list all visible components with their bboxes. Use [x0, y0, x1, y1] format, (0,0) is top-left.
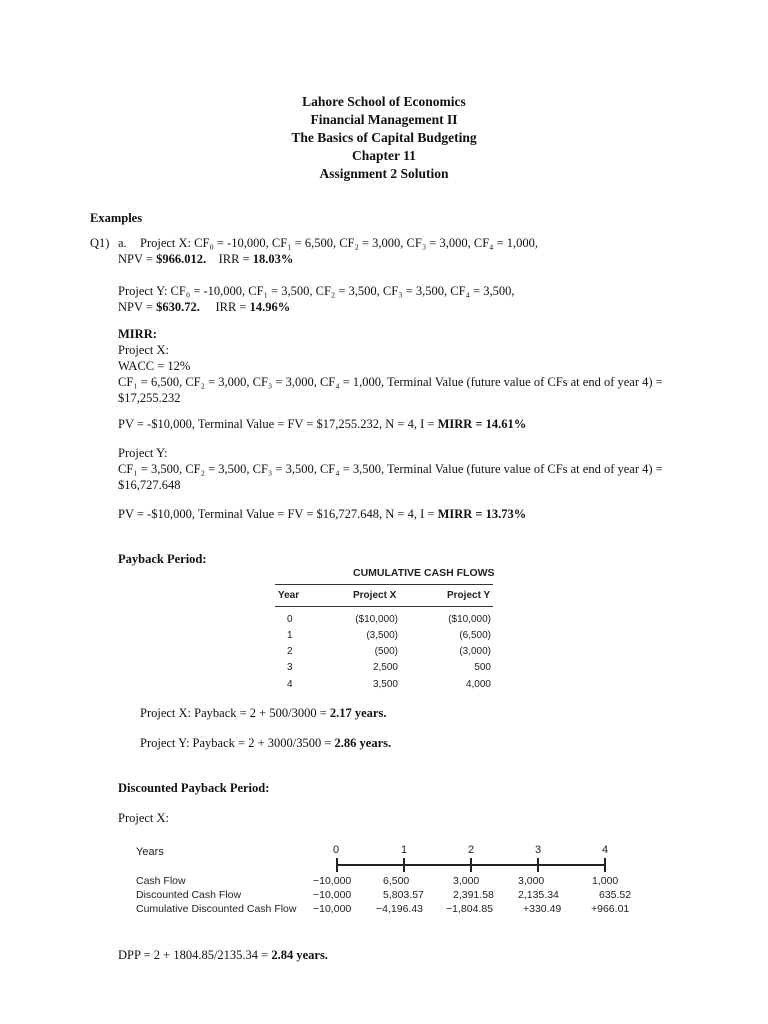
- timeline-year: 1: [401, 844, 408, 856]
- table-header-project-y: Project Y: [447, 590, 491, 601]
- timeline-year: 4: [602, 844, 609, 856]
- payback-project-y: [140, 736, 391, 751]
- npv-label: NPV =: [118, 252, 157, 266]
- table-cell-project-x: (3,500): [366, 630, 398, 641]
- mirr-heading: MIRR:: [118, 327, 157, 341]
- mirr-x-inputs: PV = -$10,000, Terminal Value = FV = $17,255.232, N = 4, I =: [118, 417, 438, 431]
- table-cell-year: 4: [287, 679, 293, 690]
- table-cell-project-x: ($10,000): [355, 614, 398, 625]
- npv-label: NPV =: [118, 300, 157, 314]
- discounted-cash-flow-value: −10,000: [313, 889, 352, 901]
- cumulative-value: −4,196.43: [376, 903, 424, 915]
- mirr-project-y-cashflows: CF₁ = 3,500, CF₂ = 3,500, CF₃ = 3,500, CF₄ = 3,500, Terminal Value (future value of CFs at end of year 4) =: [118, 462, 663, 476]
- project-y-npv: $630.72.: [156, 300, 200, 314]
- cumulative-value: +966.01: [591, 903, 630, 915]
- mirr-project-y-terminal-value: $16,727.648: [118, 478, 181, 492]
- timeline-tick: [403, 858, 405, 872]
- cumulative-value: −1,804.85: [446, 903, 494, 915]
- project-x-npv: $966.012.: [156, 252, 207, 266]
- dpp-result: 2.84 years.: [271, 948, 328, 962]
- table-header-project-x: Project X: [353, 590, 397, 601]
- q1-project-y-results: [118, 300, 290, 315]
- table-cell-project-y: (6,500): [459, 630, 491, 641]
- discounted-cash-flow-value: 2,135.34: [518, 889, 559, 901]
- doc-title-school: Lahore School of Economics: [302, 94, 466, 109]
- cumulative-value: −10,000: [313, 903, 352, 915]
- table-cell-year: 3: [287, 662, 293, 673]
- mirr-project-x-label: Project X:: [118, 343, 170, 357]
- payback-y-result: 2.86 years.: [334, 736, 392, 750]
- doc-title-assignment: Assignment 2 Solution: [319, 166, 449, 181]
- mirr-project-x-cashflows: CF₁ = 6,500, CF₂ = 3,000, CF₃ = 3,000, CF₄ = 1,000, Terminal Value (future value of CFs at end of year 4) =: [118, 375, 663, 389]
- timeline-tick: [604, 858, 606, 872]
- dpp-heading: Discounted Payback Period:: [118, 781, 270, 795]
- q1-project-x-cashflows: Project X: CF₀ = -10,000, CF₁ = 6,500, CF₂ = 3,000, CF₃ = 3,000, CF₄ = 1,000,: [140, 236, 539, 250]
- table-cell-project-y: 4,000: [465, 679, 491, 690]
- timeline-years-label: Years: [136, 846, 164, 858]
- row-label-cumulative-discounted-cash-flow: Cumulative Discounted Cash Flow: [136, 903, 297, 915]
- q1-project-y-cashflows: Project Y: CF₀ = -10,000, CF₁ = 3,500, CF₂ = 3,500, CF₃ = 3,500, CF₄ = 3,500,: [118, 284, 515, 298]
- q1-label: Q1): [90, 236, 110, 250]
- irr-label: IRR =: [218, 252, 253, 266]
- mirr-y-result: MIRR = 13.73%: [437, 507, 527, 521]
- table-cell-project-x: (500): [374, 646, 398, 657]
- discounted-cash-flow-value: 635.52: [599, 889, 632, 901]
- discounted-cash-flow-value: 2,391.58: [453, 889, 494, 901]
- q1-project-x-results: [118, 252, 293, 267]
- doc-title-chapter: Chapter 11: [352, 148, 416, 163]
- table-cell-project-x: 3,500: [372, 679, 398, 690]
- row-label-cash-flow: Cash Flow: [136, 875, 186, 887]
- irr-label: IRR =: [215, 300, 250, 314]
- mirr-x-result: MIRR = 14.61%: [437, 417, 527, 431]
- mirr-project-y-calc: [118, 507, 526, 522]
- table-title: CUMULATIVE CASH FLOWS: [353, 567, 495, 579]
- cumulative-value: +330.49: [523, 903, 562, 915]
- cash-flow-value: −10,000: [313, 875, 352, 887]
- dpp-project-x-label: Project X:: [118, 811, 170, 825]
- table-cell-year: 0: [287, 614, 293, 625]
- timeline-tick: [537, 858, 539, 872]
- mirr-project-y-label: Project Y:: [118, 446, 168, 460]
- q1-part-label: a.: [118, 236, 127, 250]
- cash-flow-value: 3,000: [518, 875, 545, 887]
- mirr-wacc: WACC = 12%: [118, 359, 191, 373]
- table-cell-year: 2: [287, 646, 293, 657]
- payback-y-formula: Project Y: Payback = 2 + 3000/3500 =: [140, 736, 335, 750]
- table-top-rule: [275, 584, 493, 585]
- payback-x-result: 2.17 years.: [329, 706, 387, 720]
- timeline-year: 2: [468, 844, 475, 856]
- table-cell-project-y: 500: [474, 662, 491, 673]
- project-y-irr: 14.96%: [249, 300, 291, 314]
- dpp-formula: DPP = 2 + 1804.85/2135.34 =: [118, 948, 272, 962]
- table-header-rule: [275, 606, 493, 607]
- discounted-cash-flow-value: 5,803.57: [383, 889, 424, 901]
- payback-heading: Payback Period:: [118, 552, 207, 566]
- cash-flow-value: 1,000: [592, 875, 619, 887]
- dpp-result-line: [118, 948, 328, 963]
- payback-x-formula: Project X: Payback = 2 + 500/3000 =: [140, 706, 330, 720]
- mirr-y-inputs: PV = -$10,000, Terminal Value = FV = $16,727.648, N = 4, I =: [118, 507, 438, 521]
- timeline-tick: [336, 858, 338, 872]
- table-cell-project-y: (3,000): [459, 646, 491, 657]
- examples-heading: Examples: [90, 211, 143, 225]
- table-cell-year: 1: [287, 630, 293, 641]
- table-cell-project-y: ($10,000): [448, 614, 491, 625]
- row-label-discounted-cash-flow: Discounted Cash Flow: [136, 889, 242, 901]
- project-x-irr: 18.03%: [252, 252, 294, 266]
- timeline-year: 0: [333, 844, 340, 856]
- timeline-year: 3: [535, 844, 542, 856]
- payback-project-x: [140, 706, 386, 721]
- timeline-tick: [470, 858, 472, 872]
- cash-flow-value: 3,000: [453, 875, 480, 887]
- mirr-project-x-calc: [118, 417, 526, 432]
- table-header-year: Year: [278, 590, 300, 601]
- doc-title-topic: The Basics of Capital Budgeting: [291, 130, 477, 145]
- mirr-project-x-terminal-value: $17,255.232: [118, 391, 181, 405]
- doc-title-course: Financial Management II: [310, 112, 458, 127]
- cash-flow-value: 6,500: [383, 875, 410, 887]
- table-cell-project-x: 2,500: [372, 662, 398, 673]
